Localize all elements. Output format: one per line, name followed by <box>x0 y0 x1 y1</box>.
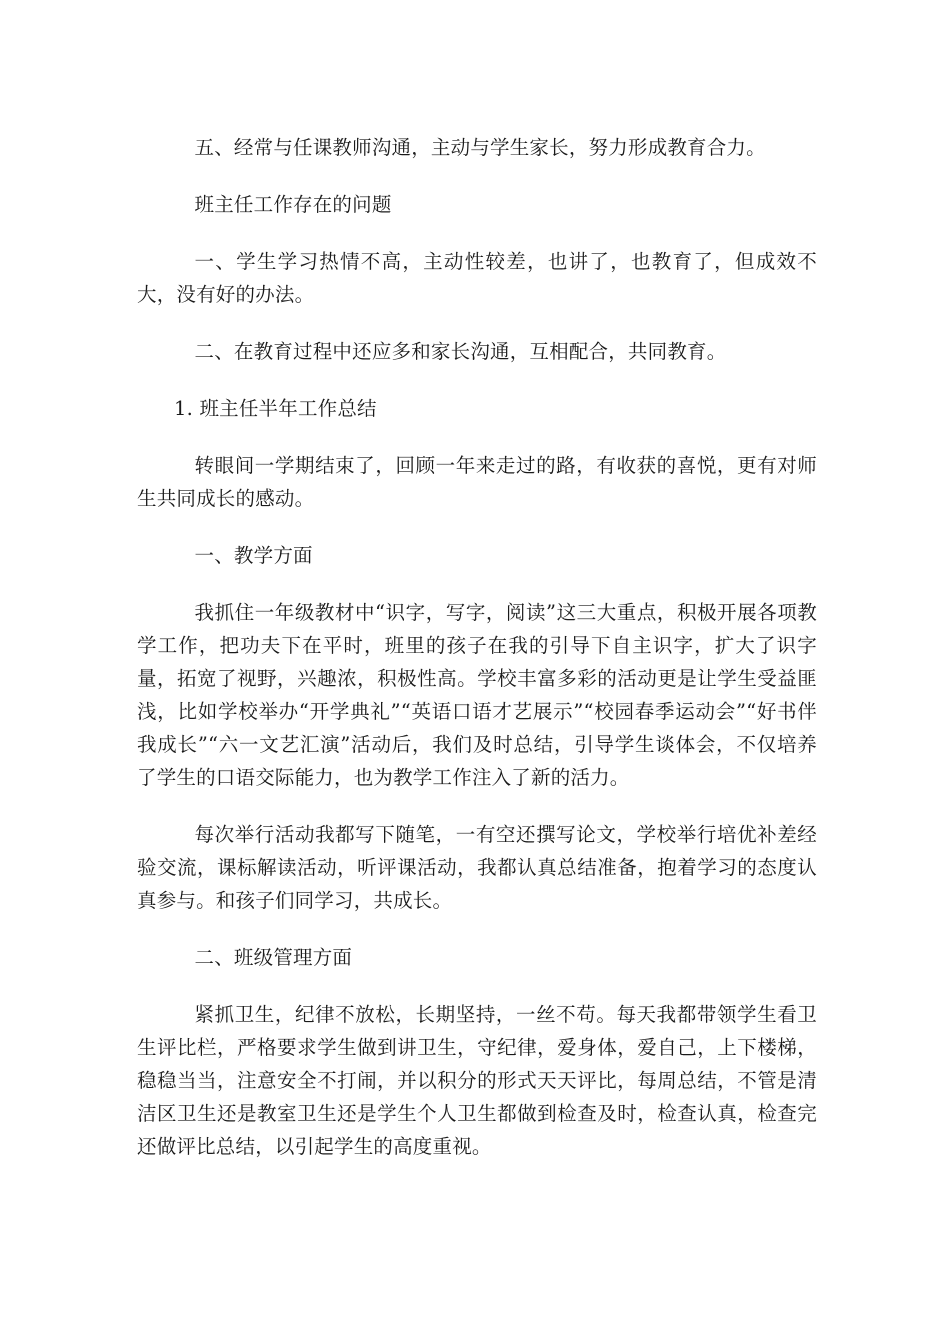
heading-class-management: 二、班级管理方面 <box>194 946 353 969</box>
paragraph-communication: 五、经常与任课教师沟通，主动与学生家长，努力形成教育合力。 <box>194 136 766 159</box>
paragraph-activities: 每次举行活动我都写下随笔，一有空还撰写论文，学校举行培优补差经验交流，课标解读活动，听评课活动，我都认真总结准备，抱着学习的态度认真参与。和孩子们同学习，共成长。 <box>137 823 817 912</box>
document-body <box>137 131 817 1187</box>
paragraph-teaching-work: 我抓住一年级教材中“识字，写字，阅读”这三大重点，积极开展各项教学工作，把功夫下在平时，班里的孩子在我的引导下自主识字，扩大了识字量，拓宽了视野，兴趣浓，积极性高。学校丰富多彩的活动更是让学生受益匪浅，比如学校举办“开学典礼”“英语口语才艺展示”“校园春季运动会”“好书伴我成长”“六一文艺汇演”活动后，我们及时总结，引导学生谈体会，不仅培养了学生的口语交际能力，也为教学工作注入了新的活力。 <box>137 601 817 789</box>
section-title-half-year-summary: 1. 班主任半年工作总结 <box>174 397 377 420</box>
paragraph-problem-one: 一、学生学习热情不高，主动性较差，也讲了，也教育了，但成效不大，没有好的办法。 <box>137 250 817 306</box>
heading-problems: 班主任工作存在的问题 <box>194 193 392 216</box>
heading-teaching: 一、教学方面 <box>194 544 313 567</box>
paragraph-hygiene-discipline: 紧抓卫生，纪律不放松，长期坚持，一丝不苟。每天我都带领学生看卫生评比栏，严格要求学生做到讲卫生，守纪律，爱身体，爱自己，上下楼梯，稳稳当当，注意安全不打闹，并以积分的形式天天评比，每周总结，不管是清洁区卫生还是教室卫生还是学生个人卫生都做到检查及时，检查认真，检查完还做评比总结，以引起学生的高度重视。 <box>137 1003 817 1158</box>
paragraph-problem-two: 二、在教育过程中还应多和家长沟通，互相配合，共同教育。 <box>194 340 727 363</box>
paragraph-intro: 转眼间一学期结束了，回顾一年来走过的路，有收获的喜悦，更有对师生共同成长的感动。 <box>137 454 817 510</box>
